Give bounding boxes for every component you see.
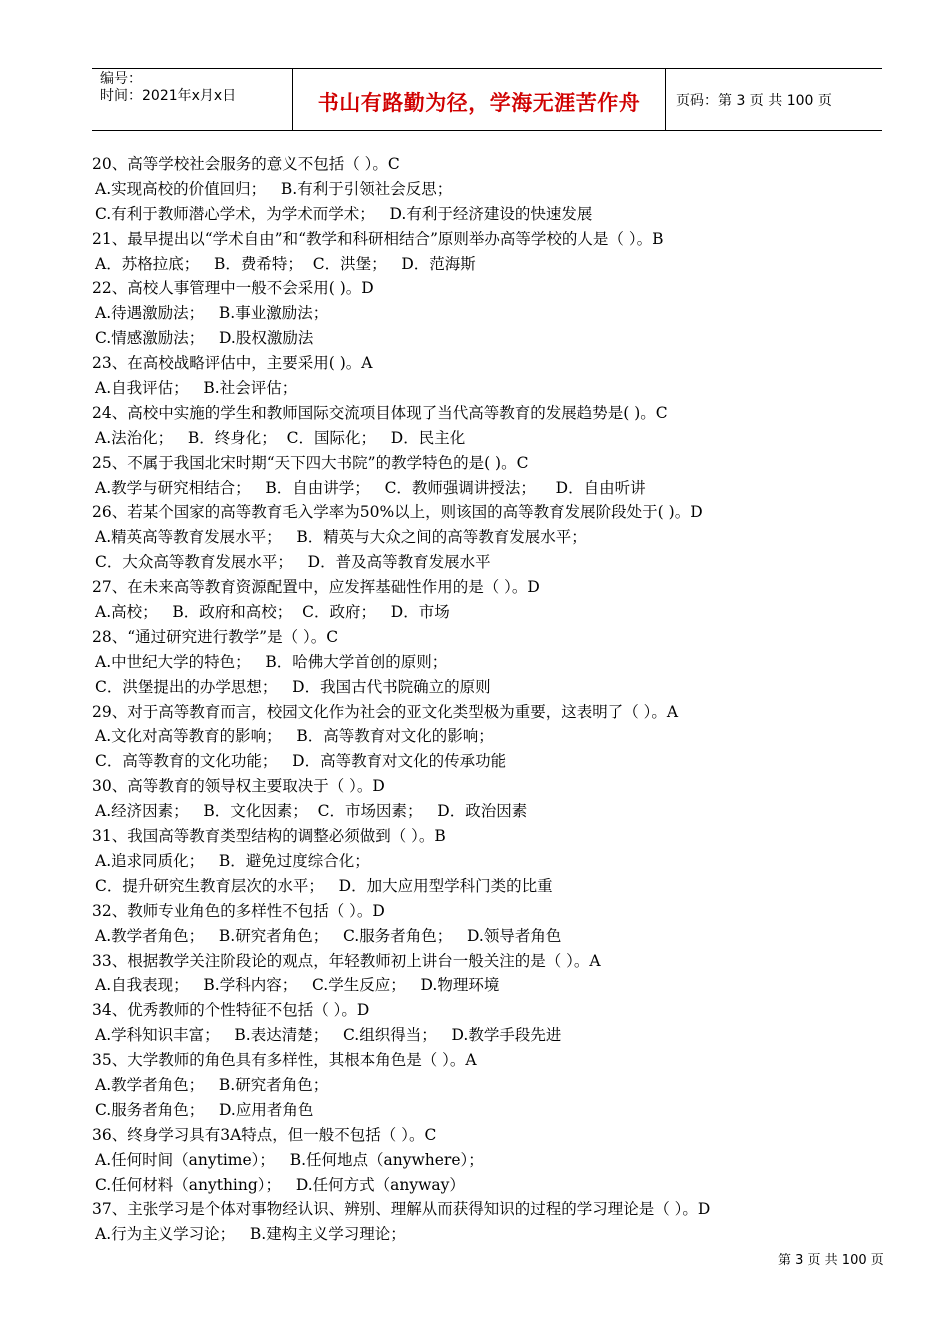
page-number-label: 页码：第 3 页 共 100 页 <box>676 93 832 109</box>
header-info-cell <box>92 69 293 130</box>
options-line: A.教学与研究相结合； B．自由讲学； C．教师强调讲授法； D．自由听讲 <box>95 478 646 497</box>
question-line: 28、“通过研究进行教学”是（ ）。C <box>92 627 339 646</box>
options-line: C．提升研究生教育层次的水平； D．加大应用型学科门类的比重 <box>95 876 553 895</box>
question-line: 21、最早提出以“学术自由”和“教学和科研相结合”原则举办高等学校的人是（ ）。B <box>92 229 664 248</box>
options-line: C.服务者角色； D.应用者角色 <box>95 1100 314 1119</box>
options-line: C.有利于教师潜心学术，为学术而学术； D.有利于经济建设的快速发展 <box>95 204 593 223</box>
options-line: A．苏格拉底； B．费希特； C．洪堡； D．范海斯 <box>95 254 476 273</box>
header-motto-cell <box>293 69 666 130</box>
options-line: A.教学者角色； B.研究者角色； <box>95 1075 329 1094</box>
options-line: A.实现高校的价值回归； B.有利于引领社会反思； <box>95 179 453 198</box>
question-line: 20、高等学校社会服务的意义不包括（ ）。C <box>92 155 400 173</box>
options-line: C．洪堡提出的办学思想； D．我国古代书院确立的原则 <box>95 677 491 696</box>
question-line: 37、主张学习是个体对事物经认识、辨别、理解从而获得知识的过程的学习理论是（ ）。D <box>92 1200 711 1219</box>
options-line: A.高校； B．政府和高校； C．政府； D．市场 <box>95 603 450 622</box>
code-label: 编号： <box>100 71 142 87</box>
options-line: C．大众高等教育发展水平； D．普及高等教育发展水平 <box>95 553 491 572</box>
time-label: 时间：2021年x月x日 <box>100 88 237 104</box>
options-line: A.自我表现； B.学科内容； C.学生反应； D.物理环境 <box>95 976 500 995</box>
page-header <box>92 68 882 131</box>
options-line: A.学科知识丰富； B.表达清楚； C.组织得当； D.教学手段先进 <box>95 1026 562 1045</box>
question-line: 25、不属于我国北宋时期“天下四大书院”的教学特色的是( )。C <box>92 453 529 472</box>
options-line: A.自我评估； B.社会评估； <box>95 379 298 398</box>
options-line: C.情感激励法； D.股权激励法 <box>95 329 314 348</box>
question-line: 33、根据教学关注阶段论的观点，年轻教师初上讲台一般关注的是（ ）。A <box>92 951 601 970</box>
question-line: 29、对于高等教育而言，校园文化作为社会的亚文化类型极为重要，这表明了（ ）。A <box>92 702 679 721</box>
motto: 书山有路勤为径，学海无涯苦作舟 <box>317 91 641 115</box>
options-line: A.追求同质化； B．避免过度综合化； <box>95 851 370 870</box>
question-line: 30、高等教育的领导权主要取决于（ ）。D <box>92 777 385 796</box>
question-line: 26、若某个国家的高等教育毛入学率为50%以上，则该国的高等教育发展阶段处于( )。D <box>92 503 703 522</box>
question-line: 23、在高校战略评估中，主要采用( )。A <box>92 354 373 373</box>
question-line: 36、终身学习具有3A特点，但一般不包括（ ）。C <box>92 1125 437 1144</box>
options-line: A.文化对高等教育的影响； B．高等教育对文化的影响； <box>95 727 494 746</box>
question-line: 24、高校中实施的学生和教师国际交流项目体现了当代高等教育的发展趋势是( )。C <box>92 403 668 422</box>
question-line: 22、高校人事管理中一般不会采用( )。D <box>92 279 374 298</box>
question-line: 34、优秀教师的个性特征不包括（ ）。D <box>92 1001 370 1020</box>
options-line: A.经济因素； B．文化因素； C．市场因素； D．政治因素 <box>95 802 528 821</box>
question-line: 27、在未来高等教育资源配置中，应发挥基础性作用的是（ ）。D <box>92 578 540 597</box>
options-line: A.精英高等教育发展水平； B．精英与大众之间的高等教育发展水平； <box>95 528 587 547</box>
question-list <box>92 152 892 1247</box>
question-line: 35、大学教师的角色具有多样性，其根本角色是（ ）。A <box>92 1051 477 1070</box>
question-line: 31、我国高等教育类型结构的调整必须做到（ ）。B <box>92 827 446 846</box>
options-line: A.任何时间（anytime）； B.任何地点（anywhere）； <box>95 1150 484 1169</box>
header-page-cell <box>666 69 882 130</box>
question-line: 32、教师专业角色的多样性不包括（ ）。D <box>92 901 385 920</box>
options-line: A.教学者角色； B.研究者角色； C.服务者角色； D.领导者角色 <box>95 926 562 945</box>
options-line: A.待遇激励法； B.事业激励法； <box>95 304 329 323</box>
footer-page-number: 第 3 页 共 100 页 <box>778 1253 884 1268</box>
options-line: C．高等教育的文化功能； D．高等教育对文化的传承功能 <box>95 752 507 771</box>
options-line: A.法治化； B．终身化； C．国际化； D．民主化 <box>95 428 466 447</box>
options-line: C.任何材料（anything）； D.任何方式（anyway） <box>95 1175 465 1194</box>
options-line: A.行为主义学习论； B.建构主义学习理论； <box>95 1225 406 1244</box>
options-line: A.中世纪大学的特色； B．哈佛大学首创的原则； <box>95 652 448 671</box>
